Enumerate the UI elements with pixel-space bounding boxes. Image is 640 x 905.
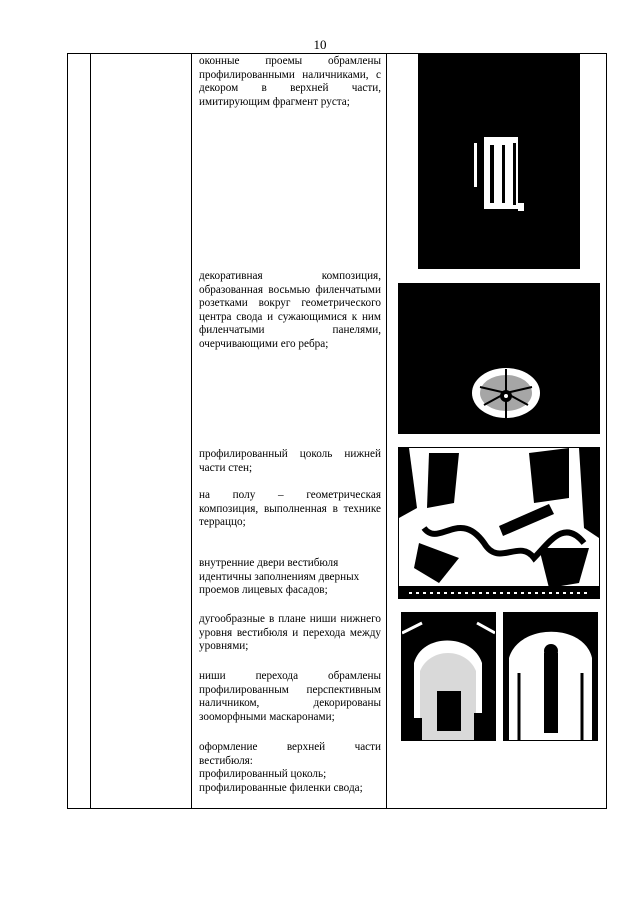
paragraph-upper-plinth: профилированный цоколь; (199, 768, 327, 780)
paragraph-floor: на полу – геометрическая композиция, выполненная в технике терраццо; (199, 489, 381, 529)
paragraph-doors: внутренние двери вестибюля идентичны заполнениям дверных проемов лицевых фасадов; (199, 557, 360, 597)
paragraph-niche-frames: ниши перехода обрамлены профилированным перспективным наличником, декорированы зооморфными маскаронами; (199, 670, 381, 723)
photo-window-opening (418, 53, 580, 269)
paragraph-niches: дугообразные в плане ниши нижнего уровня вестибюля и перехода между уровнями; (199, 613, 381, 653)
paragraph-vault-panels: профилированные филенки свода; (199, 782, 363, 794)
photo-vault-rosette (398, 283, 600, 434)
paragraph-upper-vestibule: оформление верхней части вестибюля: (199, 741, 381, 767)
column-divider-2 (191, 53, 192, 809)
column-divider-1 (90, 53, 91, 809)
column-divider-3 (386, 53, 387, 809)
photo-floor-terrazzo (398, 447, 600, 599)
photo-niche-right (503, 612, 598, 741)
paragraph-vault-composition: декоративная композиция, образованная восьмью филенчатыми розетками вокруг геометрического центра свода и сужающимися к ним филенчатыми панелями, очерчивающими его ребра; (199, 270, 381, 350)
page-number: 10 (313, 37, 327, 52)
photo-niche-left (401, 612, 496, 741)
paragraph-plinth: профилированный цоколь нижней части стен; (199, 448, 381, 474)
paragraph-window-openings: оконные проемы обрамлены профилированными наличниками, с декором в верхней части, имитирующим фрагмент руста; (199, 55, 381, 108)
